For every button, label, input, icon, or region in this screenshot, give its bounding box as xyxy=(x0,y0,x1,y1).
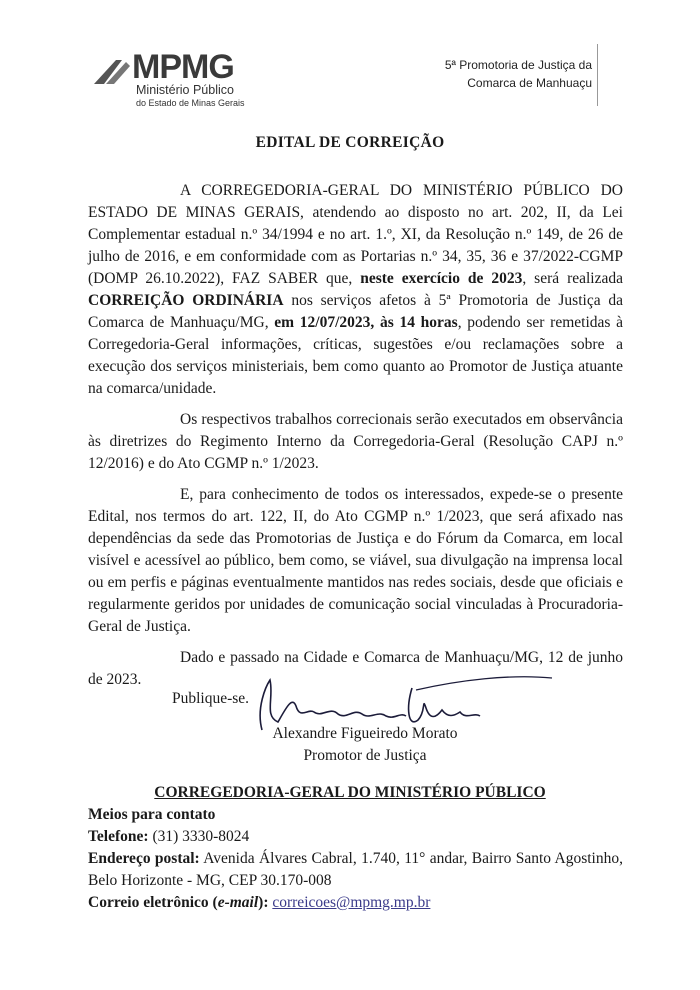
phone-label: Telefone: xyxy=(88,828,149,845)
logo-wordmark: MPMG xyxy=(132,48,234,86)
phone-line xyxy=(88,826,623,848)
paragraph-4: Dado e passado na Cidade e Comarca de Manhuaçu/MG, 12 de junho de 2023. xyxy=(88,649,623,688)
office-heading xyxy=(440,56,592,92)
contact-heading: Meios para contato xyxy=(88,806,216,823)
logo-subtitle-2: do Estado de Minas Gerais xyxy=(136,98,245,108)
office-line-2: Comarca de Manhuaçu xyxy=(467,76,592,90)
email-label-b: e-mail xyxy=(217,894,259,911)
address-value: Avenida Álvares Cabral, 1.740, 11° andar, Bairro Santo Agostinho, Belo Horizonte - MG, CEP 30.170-008 xyxy=(88,850,623,889)
document-body xyxy=(88,180,623,691)
email-line xyxy=(88,892,623,914)
p1-bold-date: em 12/07/2023, às 14 horas xyxy=(274,314,458,331)
paragraph-3: E, para conhecimento de todos os interessados, expede-se o presente Edital, nos termos do art. 122, II, do Ato CGMP n.º 1/2023, que será afixado nas dependências da sede das Promotorias de Justiça e do Fórum da Comarca, em local visível e acessível ao público, bem como, se viável, sua divulgação na imprensa local ou em perfis e páginas eventualmente mantidos nas redes sociais, desde que oficiais e regularmente geridos por unidades de comunicação social vinculadas à Procuradoria-Geral de Justiça. xyxy=(88,486,623,635)
signer-name: Alexandre Figueiredo Morato xyxy=(272,725,458,742)
p1-text-g: , podendo ser remetidas à Corregedoria-Geral informações, críticas, sugestões e/ou reclamações sobre a execução dos serviços ministeriais, bem como quanto ao Promotor de Justiça atuante na comarca/unidade. xyxy=(88,314,624,397)
paragraph-2: Os respectivos trabalhos correcionais serão executados em observância às diretrizes do Regimento Interno da Corregedoria-Geral (Resolução CAPJ n.º 12/2016) e do Ato CGMP n.º 1/2023. xyxy=(88,411,623,472)
document-title: EDITAL DE CORREIÇÃO xyxy=(255,134,445,151)
header-divider xyxy=(597,44,598,106)
publique-se-label: Publique-se. xyxy=(172,690,250,707)
p1-text-c: , será realizada xyxy=(522,270,623,287)
email-label-c: ): xyxy=(258,894,269,911)
email-link[interactable]: correicoes@mpmg.mp.br xyxy=(272,894,431,911)
p1-text-a: A CORREGEDORIA-GERAL DO MINISTÉRIO PÚBLICO DO ESTADO DE MINAS GERAIS, atendendo ao disposto no art. 202, II, da Lei Complementar estadual n.º 34/1994 e no art. 1.º, XI, da Resolução n.º 149, de 26 de julho de 2016, e em conformidade com as Portarias n.º 34, 35, 36 e 37/2022-CGMP (DOMP 26.10.2022), FAZ SABER que, xyxy=(88,182,623,287)
signer-block xyxy=(250,723,480,767)
p1-bold-correicao: CORREIÇÃO ORDINÁRIA xyxy=(88,292,284,309)
p1-text-e: nos serviços afetos à 5ª Promotoria de Justiça da Comarca de Manhuaçu/MG, xyxy=(88,292,624,331)
contact-block xyxy=(88,804,623,914)
p1-bold-exercise: neste exercício de 2023 xyxy=(360,270,523,287)
office-line-1: 5ª Promotoria de Justiça da xyxy=(444,58,592,72)
footer-title: CORREGEDORIA-GERAL DO MINISTÉRIO PÚBLICO xyxy=(154,784,546,801)
mpmg-emblem-icon xyxy=(92,54,136,88)
email-label-a: Correio eletrônico ( xyxy=(88,894,218,911)
paragraph-1 xyxy=(88,180,623,400)
phone-value: (31) 3330-8024 xyxy=(148,828,250,845)
address-line xyxy=(88,848,623,892)
mpmg-logo xyxy=(92,48,262,113)
address-label: Endereço postal: xyxy=(88,850,200,867)
logo-subtitle-1: Ministério Público xyxy=(136,83,234,97)
signer-role: Promotor de Justiça xyxy=(303,747,427,764)
